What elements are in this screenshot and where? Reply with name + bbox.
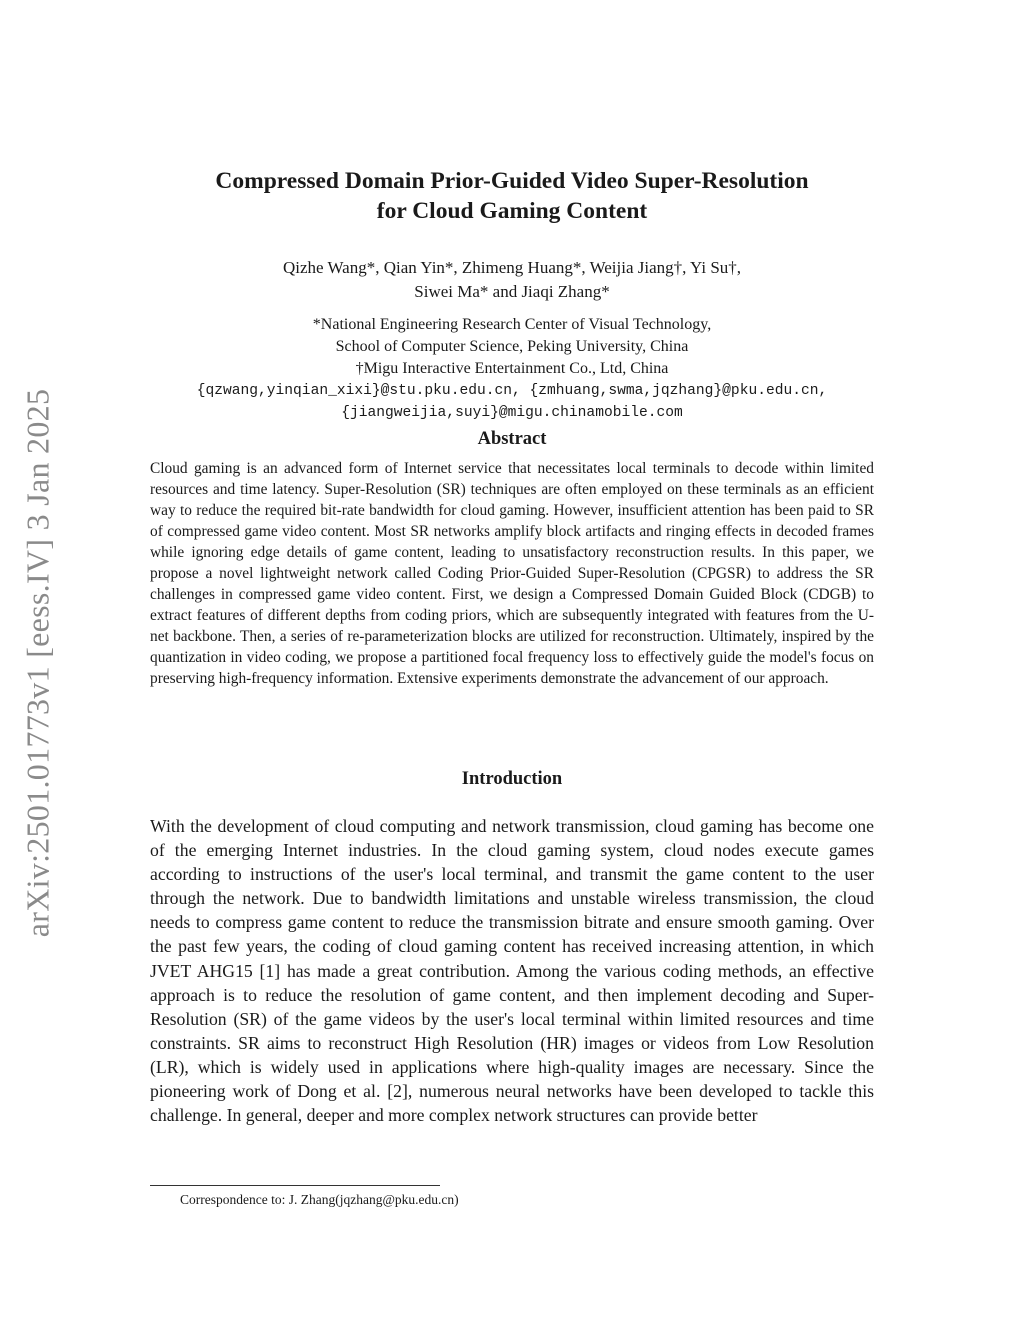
abstract-heading: Abstract — [477, 429, 547, 449]
introduction-heading: Introduction — [461, 769, 563, 789]
correspondence-footnote: Correspondence to: J. Zhang(jqzhang@pku.edu.cn) — [180, 1192, 459, 1207]
title-line-2: for Cloud Gaming Content — [376, 198, 648, 224]
authors-line-2: Siwei Ma* and Jiaqi Zhang* — [414, 282, 610, 301]
paper-title — [130, 166, 894, 226]
arxiv-identifier-stamp: arXiv:2501.01773v1 [eess.IV] 3 Jan 2025 — [19, 388, 56, 938]
affiliation-line-1: *National Engineering Research Center of Visual Technology, — [312, 316, 712, 333]
affiliation-line-2: School of Computer Science, Peking University, China — [335, 338, 689, 355]
authors-line-1: Qizhe Wang*, Qian Yin*, Zhimeng Huang*, Weijia Jiang†, Yi Su†, — [282, 258, 742, 277]
footnote-divider — [150, 1185, 440, 1186]
affiliations — [130, 314, 894, 424]
email-line-2: {jiangweijia,suyi}@migu.chinamobile.com — [341, 405, 683, 421]
abstract-body: Cloud gaming is an advanced form of Internet service that necessitates local terminals to decode within limited resources and time latency. Super-Resolution (SR) techniques are often employed on these terminals as an efficient way to reduce the required bit-rate bandwidth for cloud gaming. However, insufficient attention has been paid to SR of compressed game video content. Most SR networks amplify block artifacts and ringing effects in decoded frames while ignoring edge details of game content, leading to unsatisfactory reconstruction results. In this paper, we propose a novel lightweight network called Coding Prior-Guided Super-Resolution (CPGSR) to address the SR challenges in compressed game video content. First, we design a Compressed Domain Guided Block (CDGB) to extract features of different depths from coding priors, which are subsequently integrated with features from the U-net backbone. Then, a series of re-parameterization blocks are utilized for reconstruction. Ultimately, inspired by the quantization in video coding, we propose a partitioned focal frequency loss to effectively guide the model's focus on preserving high-frequency information. Extensive experiments demonstrate the advancement of our approach. — [150, 460, 874, 687]
author-list — [130, 256, 894, 304]
affiliation-line-3: †Migu Interactive Entertainment Co., Ltd, China — [355, 360, 669, 377]
email-line-1: {qzwang,yinqian_xixi}@stu.pku.edu.cn, {zmhuang,swma,jqzhang}@pku.edu.cn, — [196, 383, 828, 399]
title-line-1: Compressed Domain Prior-Guided Video Super-Resolution — [215, 168, 809, 194]
introduction-body: With the development of cloud computing and network transmission, cloud gaming has become one of the emerging Internet industries. In the cloud gaming system, cloud nodes execute games according to instructions of the user's local terminal, and transmit the game content to the user through the network. Due to bandwidth limitations and unstable wireless transmission, the cloud needs to compress game content to reduce the transmission bitrate and ensure smooth gaming. Over the past few years, the coding of cloud gaming content has received increasing attention, in which JVET AHG15 [1] has made a great contribution. Among the various coding methods, an effective approach is to reduce the resolution of game content, and then implement decoding and Super-Resolution (SR) of the game videos by the user's local terminal within limited resources and time constraints. SR aims to reconstruct High Resolution (HR) images or videos from Low Resolution (LR), which is widely used in applications where high-quality images are necessary. Since the pioneering work of Dong et al. [2], numerous neural networks have been developed to tackle this challenge. In general, deeper and more complex network structures can provide better — [150, 816, 874, 1126]
